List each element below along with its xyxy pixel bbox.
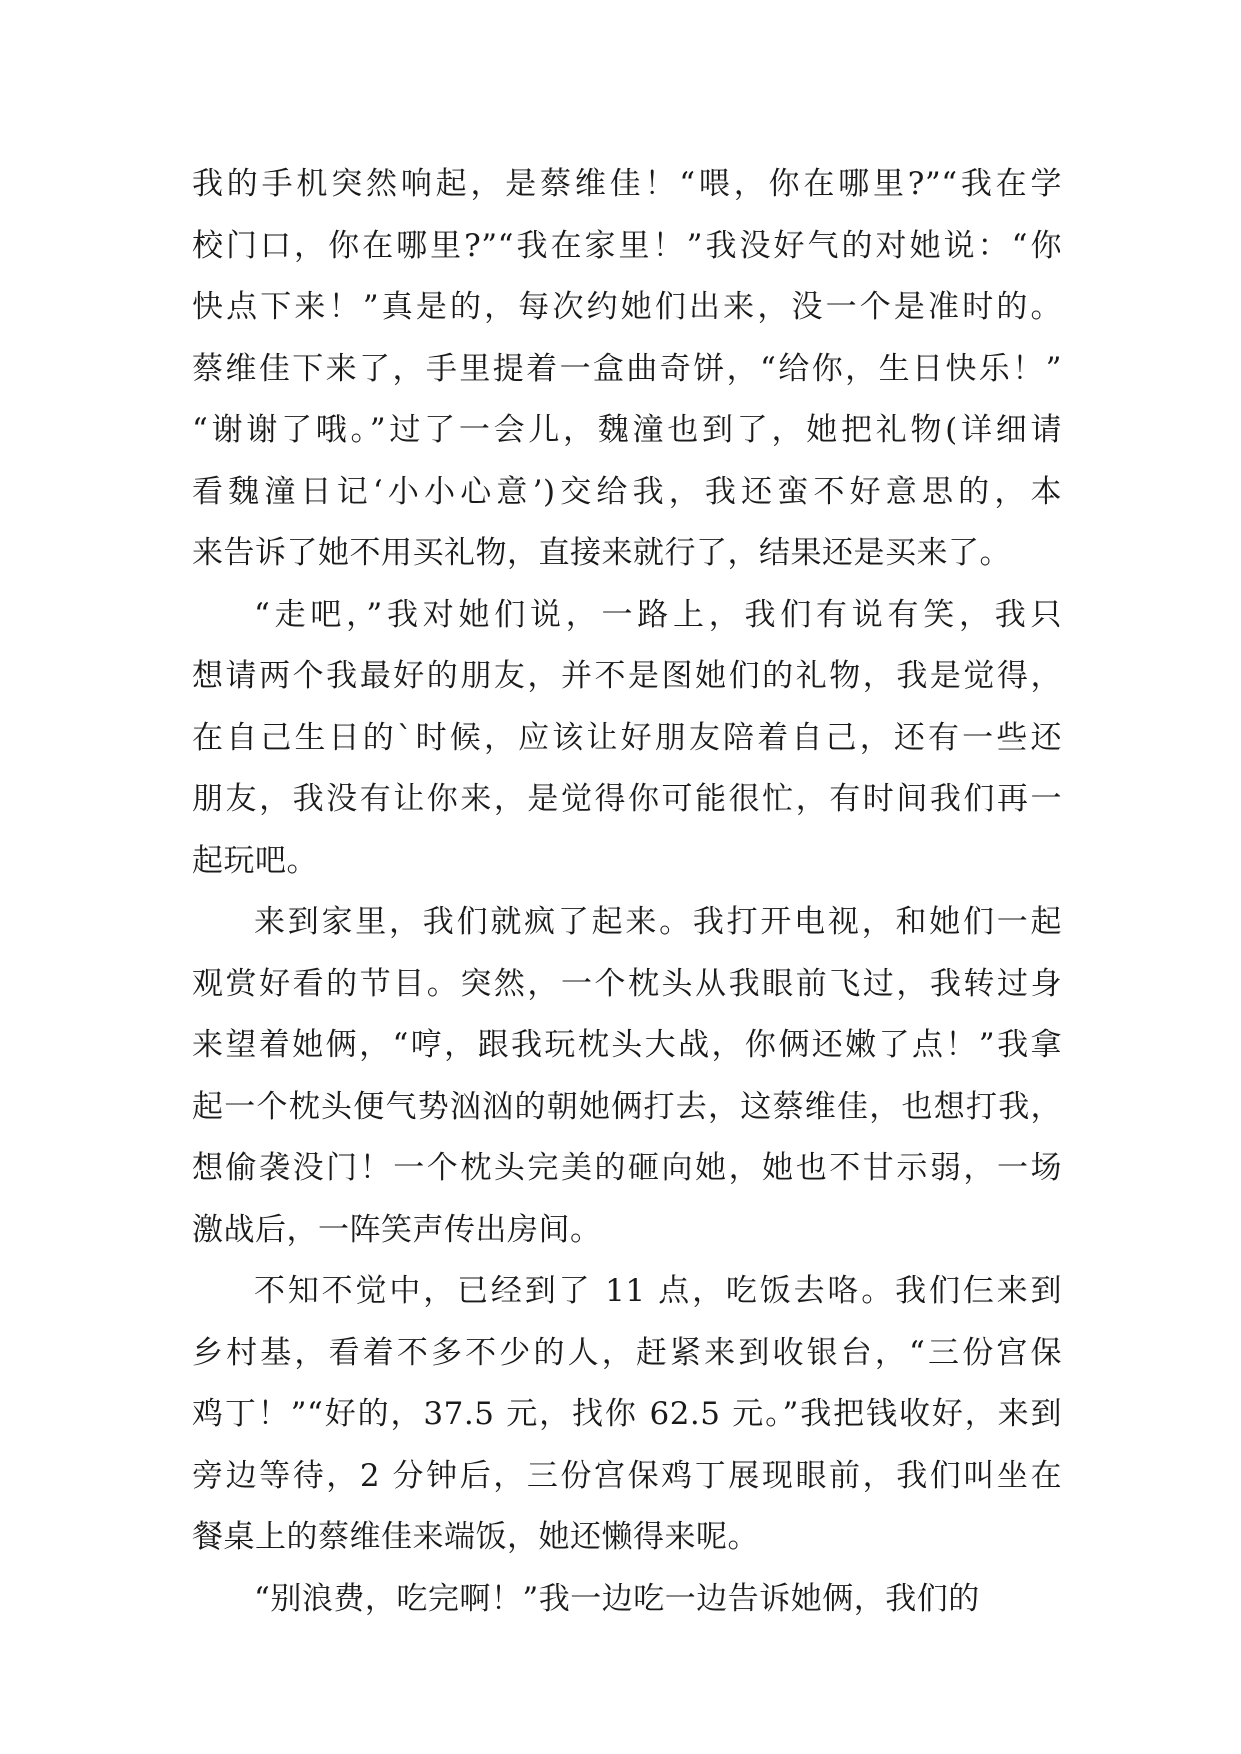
text-line: 乡村基，看着不多不少的人，赶紧来到收银台，“三份宫保 (192, 1334, 1062, 1371)
text-line: 在自己生日的`时候，应该让好朋友陪着自己，还有一些还 (192, 719, 1062, 756)
text-line: 想请两个我最好的朋友，并不是图她们的礼物，我是觉得， (192, 658, 1062, 694)
text-line: 蔡维佳下来了，手里提着一盒曲奇饼，“给你，生日快乐！” (192, 350, 1062, 387)
paragraph-first-line: “走吧，”我对她们说，一路上，我们有说有笑，我只 (254, 596, 1062, 633)
text-line: 快点下来！”真是的，每次约她们出来，没一个是准时的。 (192, 289, 1062, 325)
text-line: 起玩吧。 (192, 842, 318, 879)
text-line: 校门口，你在哪里?”“我在家里！”我没好气的对她说：“你 (192, 227, 1062, 264)
text-line: 餐桌上的蔡维佳来端饭，她还懒得来呢。 (192, 1519, 759, 1555)
paragraph-first-line: “别浪费，吃完啊！”我一边吃一边告诉她俩，我们的 (254, 1580, 980, 1617)
text-line: 鸡丁！”“好的，37.5 元，找你 62.5 元。”我把钱收好，来到 (192, 1396, 1062, 1432)
text-line: 来告诉了她不用买礼物，直接来就行了，结果还是买来了。 (192, 535, 1011, 571)
text-line: 起一个枕头便气势汹汹的朝她俩打去，这蔡维佳，也想打我， (192, 1088, 1062, 1125)
text-line: 我的手机突然响起，是蔡维佳！“喂，你在哪里?”“我在学 (192, 166, 1062, 202)
text-line: 看魏潼日记‘小小心意’)交给我，我还蛮不好意思的，本 (192, 473, 1062, 510)
paragraph-first-line: 不知不觉中，已经到了 11 点，吃饭去咯。我们仨来到 (254, 1273, 1062, 1309)
text-line: “谢谢了哦。”过了一会儿，魏潼也到了，她把礼物(详细请 (192, 412, 1062, 448)
text-line: 旁边等待，2 分钟后，三份宫保鸡丁展现眼前，我们叫坐在 (192, 1457, 1062, 1494)
text-line: 想偷袭没门！一个枕头完美的砸向她，她也不甘示弱，一场 (192, 1150, 1062, 1186)
document-body (192, 154, 1062, 1630)
paragraph-first-line: 来到家里，我们就疯了起来。我打开电视，和她们一起 (254, 904, 1062, 940)
text-line: 观赏好看的节目。突然，一个枕头从我眼前飞过，我转过身 (192, 965, 1062, 1002)
text-line: 朋友，我没有让你来，是觉得你可能很忙，有时间我们再一 (192, 781, 1062, 817)
text-line: 来望着她俩，“哼，跟我玩枕头大战，你俩还嫩了点！”我拿 (192, 1027, 1062, 1063)
text-line: 激战后，一阵笑声传出房间。 (192, 1211, 602, 1248)
